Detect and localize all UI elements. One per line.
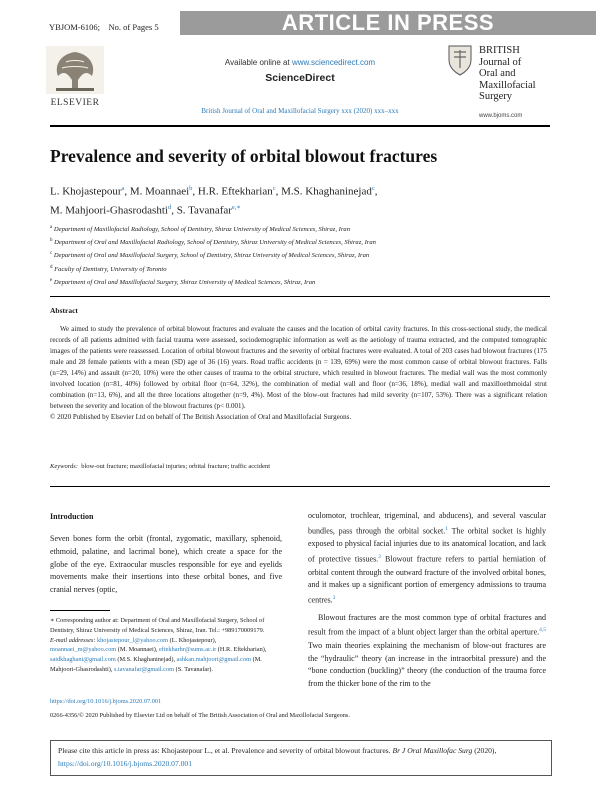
abstract-top-rule — [50, 296, 550, 297]
keywords — [50, 463, 270, 470]
affiliation-item: $^d$ Faculty of Dentistry, University of Toronto — [50, 264, 167, 273]
author-name: L. Khojastepour — [50, 185, 122, 198]
intro-left-column: Seven bones form the orbit (frontal, zygomatic, maxillary, sphenoid, ethmoid, palatine, and lacrimal bone), which create a space for the globe of the eye. Extraocular muscles responsible for eye and eyelids movements make their insertions into these orbital bones, and five cranial nerves (optic, — [50, 534, 282, 595]
intro-text: Blowout fracture refers to partial herniation of orbital content through the outward fracture of the involved orbital bones, and it makes up a significant portion of emergency admissions to trauma centres. — [308, 554, 547, 605]
email-owner: (M.S. Khaghaninejad), — [117, 656, 176, 664]
email-link[interactable]: ashkan.mahjoori@gmail.com — [176, 656, 252, 664]
keywords-label: Keywords: — [50, 463, 78, 470]
article-title: Prevalence and severity of orbital blowout fractures — [50, 146, 438, 166]
abstract-heading: Abstract — [50, 306, 78, 315]
email-link[interactable]: saidkhaghani@gmail.com — [50, 656, 116, 664]
bjoms-crest-icon — [446, 44, 474, 76]
journal-url[interactable]: www.bjoms.com — [479, 113, 523, 119]
issn-copyright: 0266-4356/© 2020 Published by Elsevier Ltd on behalf of The British Association of Oral and Maxillofacial Surgeons. — [50, 712, 350, 719]
header-rule — [50, 125, 550, 127]
intro-text: oculomotor, trochlear, trigeminal, and abducens), and several vascular bundles, pass through the orbital socket. — [308, 511, 546, 536]
journal-logo-line: BRITISH — [479, 45, 520, 56]
intro-text: Two main theories explaining the mechanism of blow-out fractures are the “hydraulic” theory (an increase in the intraorbital pressure) and the “bone conduction (buckling)” theory (the conduction of the trauma force from the thicker bone of the rim to the — [308, 640, 546, 689]
intro-text: The orbital socket is highly exposed to physical facial injuries due to its anatomical location, and lack of protective tissues. — [308, 526, 546, 564]
corresponding-author: ∗ Corresponding author at: Department of Oral and Maxillofacial Surgery, School of Dentistry, Shiraz University of Medical Sciences, Shiraz, Iran. Tel.: +989170009179. — [50, 617, 265, 634]
article-in-press-label: ARTICLE IN PRESS — [281, 10, 495, 35]
affiliation-item: $^a$ Department of Maxillofacial Radiology, School of Dentistry, Shiraz University of Medical Sciences, Shiraz, Iran — [50, 225, 351, 234]
sciencedirect-label: ScienceDirect — [265, 72, 335, 84]
email-link[interactable]: eftekharhr@sums.ac.ir — [159, 646, 217, 654]
article-id: YBJOM-6106; No. of Pages 5 — [49, 22, 159, 32]
email-owner: (S. Tavanafar). — [175, 665, 213, 673]
author-affil-marker[interactable]: b — [189, 185, 193, 192]
abstract-copyright: © 2020 Published by Elsevier Ltd on behalf of The British Association of Oral and Maxillofacial Surgeons. — [50, 413, 352, 421]
email-link[interactable]: s.tavanafar@gmail.com — [114, 665, 175, 673]
publisher-name: ELSEVIER — [50, 98, 100, 108]
author-name: H.R. Eftekharian — [197, 185, 273, 198]
journal-logo-line: Journal of — [479, 56, 522, 68]
available-online: Available online at www.sciencedirect.com — [224, 58, 376, 67]
email-owner: (H.R. Eftekharian), — [217, 646, 267, 654]
journal-logo-line: Surgery — [479, 91, 513, 102]
journal-citation-line[interactable]: British Journal of Oral and Maxillofacial Surgery xxx (2020) xxx–xxx — [201, 107, 399, 115]
sciencedirect-link[interactable]: www.sciencedirect.com — [291, 58, 376, 67]
section-heading-introduction: Introduction — [50, 512, 94, 521]
author-affil-marker[interactable]: c — [272, 185, 276, 192]
footnote-rule — [50, 610, 110, 611]
author-name: M.S. Khaghaninejad — [281, 185, 372, 198]
affiliation-list — [50, 222, 550, 288]
author-affil-marker[interactable]: a — [121, 185, 125, 192]
author-name: M. Mahjoori-Ghasrodashti — [50, 204, 168, 217]
affiliation-item: $^b$ Department of Oral and Maxillofacial Radiology, School of Dentistry, Shiraz University of Medical Sciences, Shiraz, Iran — [50, 238, 376, 247]
keywords-list: blow-out fracture; maxillofacial injuries; orbital fracture; traffic accident — [81, 463, 271, 470]
author-separator: , — [171, 204, 177, 217]
author-separator: , — [192, 185, 198, 198]
author-affil-marker[interactable]: d — [167, 203, 172, 211]
reference-marker[interactable]: 2 — [378, 554, 381, 561]
journal-logo-text — [479, 45, 536, 103]
citation-prefix: Please cite this article in press as: Khojastepour L., et al. Prevalence and severity of orbital blowout fractures. — [58, 746, 393, 755]
citation-doi-link[interactable]: https://doi.org/10.1016/j.bjoms.2020.07.001 — [58, 758, 193, 768]
citation-journal: Br J Oral Maxillofac Surg — [392, 746, 473, 755]
email-addresses — [50, 636, 282, 675]
author-separator: , — [124, 185, 130, 198]
elsevier-tree-logo — [46, 46, 104, 94]
abstract-body — [50, 324, 547, 423]
doi-link[interactable]: https://doi.org/10.1016/j.bjoms.2020.07.001 — [50, 698, 162, 705]
email-link[interactable]: moannaei_m@yahoo.com — [50, 646, 117, 654]
affiliation-item: $^e$ Department of Oral and Maxillofacial Surgery, Shiraz University of Medical Sciences, Shiraz, Iran — [50, 277, 316, 286]
email-owner: (L. Khojastepour), — [169, 636, 217, 644]
author-affil-marker[interactable]: e,∗ — [231, 203, 241, 211]
email-label: E-mail addresses: — [50, 636, 96, 644]
author-separator: , — [275, 185, 282, 198]
author-separator: , — [374, 185, 378, 198]
email-owner: (M. Mahjoori-Ghasrodashti), — [50, 656, 262, 673]
author-affil-marker[interactable]: c — [371, 185, 375, 192]
journal-logo-line: Oral and — [479, 68, 516, 79]
corresponding-author-footnote — [50, 616, 282, 675]
email-link[interactable]: khojastepour_l@yahoo.com — [97, 636, 169, 644]
author-name: M. Moannaei — [129, 185, 190, 198]
email-owner: (M. Moannaei), — [117, 646, 158, 654]
citation-text — [58, 745, 544, 770]
citation-year: (2020), — [474, 746, 497, 755]
abstract-text: We aimed to study the prevalence of orbital blowout fractures and evaluate the causes and the location of orbital cavity fractures. In this cross-sectional study, the medical records of all patients admitted with facial trauma were assessed, sociodemographic information as well as the aetiology of trauma extracted, and the computed tomographic images of the patients were reassessed. Location of orbital blowout fractures and the severity of orbital fractures were evaluated. A total of 203 cases had blowout fractures (175 male and 28 female patients with a mean (SD) age of 36 (16) years. Road traffic accidents (n = 139, 69%) were the most common cause of orbital blowout fractures. Falls (n=29, 14%) and assault (n=20, 10%) were the other causes of trauma to the orbital structure, which resulted in blowout fractures. The medial wall was the most commonly involved location (n=81, 40%) followed by orbital floor (n=64, 32%), the combination of medial wall and floor (n=36, 18%), medial wall and maxilloethmoidal strut combination (n=13, 6%), and all the three locations altogether (n=9, 4%). Most of the blow-out fractures had mild severity (n=107, 53%). There was a significant relation between the severity and location of the blowout fractures (p< 0.001). — [50, 325, 547, 410]
reference-marker[interactable]: 1 — [445, 525, 448, 532]
reference-marker[interactable]: 3 — [332, 595, 336, 602]
intro-paragraph — [308, 612, 546, 691]
intro-text: Blowout fractures are the most common type of orbital fractures and result from the impact of a blunt object larger than the orbital aperture. — [308, 612, 546, 637]
journal-logo-line: Maxillofacial — [479, 79, 536, 91]
author-list — [50, 181, 550, 218]
abstract-bottom-rule — [50, 486, 550, 487]
intro-right-column — [308, 510, 546, 691]
author-name: S. Tavanafar — [176, 204, 232, 217]
affiliation-item: $^c$ Department of Oral and Maxillofacial Surgery, School of Dentistry, Shiraz University of Medical Sciences, Shiraz, Iran — [50, 251, 370, 260]
reference-marker[interactable]: 4,5 — [539, 627, 546, 634]
